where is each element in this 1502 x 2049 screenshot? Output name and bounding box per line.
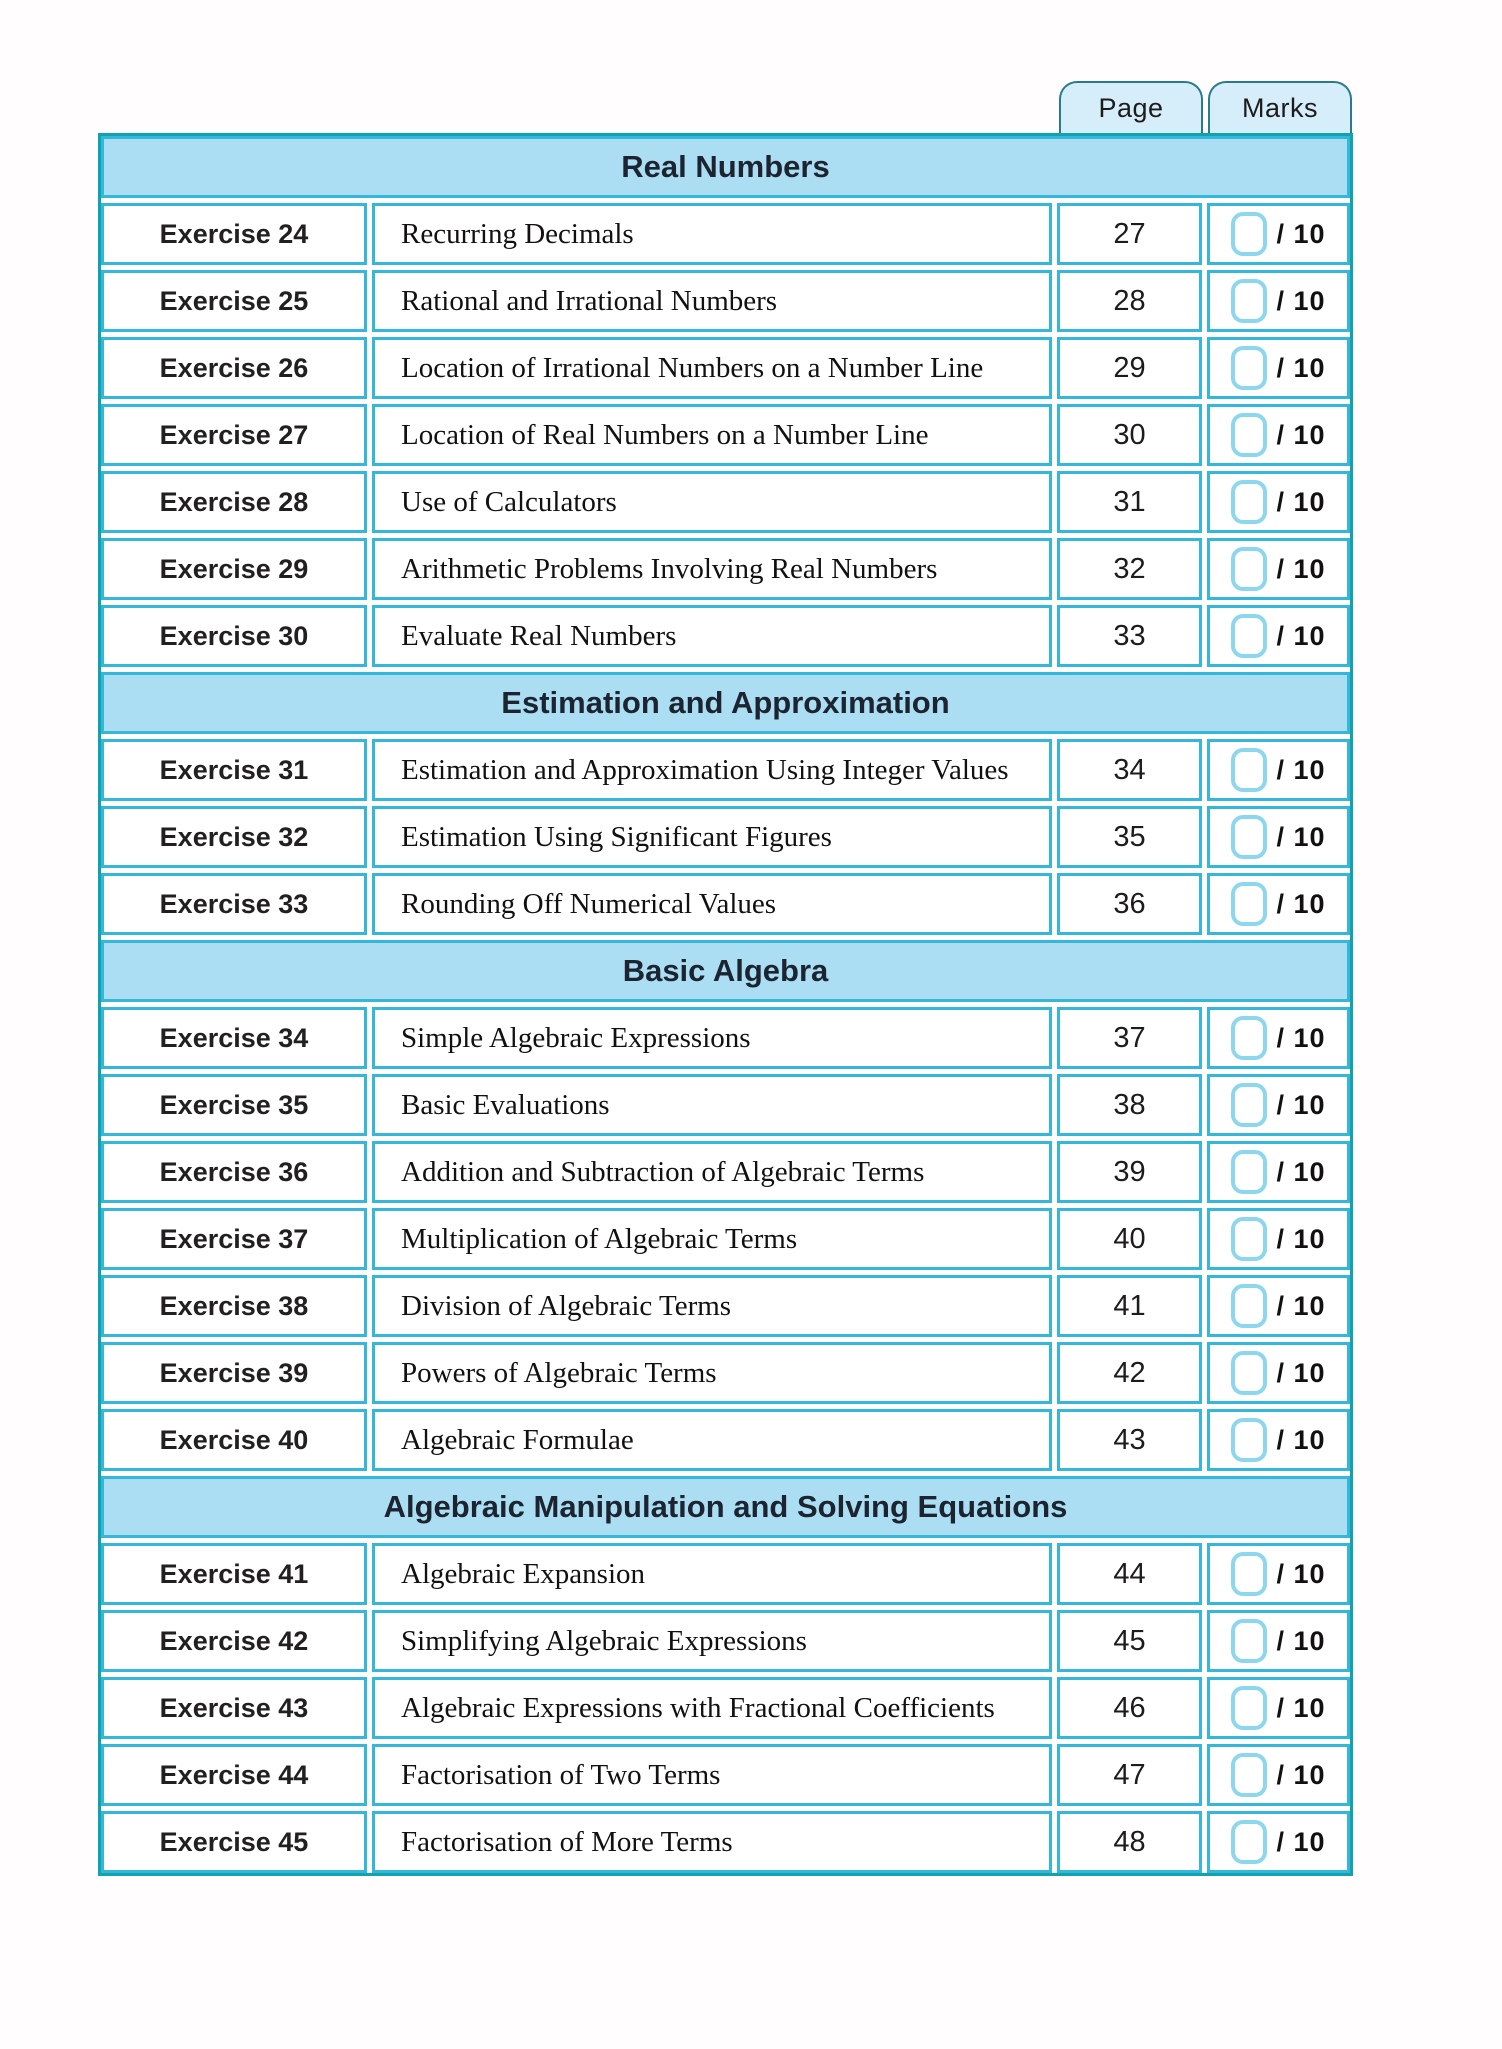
marks-denominator: / 10 <box>1276 1424 1326 1455</box>
exercise-label: Exercise 26 <box>101 337 367 399</box>
topic-label: Algebraic Expansion <box>372 1543 1052 1605</box>
marks-denominator: / 10 <box>1276 285 1326 316</box>
topic-label: Factorisation of More Terms <box>372 1811 1052 1873</box>
marks-cell <box>1207 1275 1350 1337</box>
marks-cell <box>1207 1811 1350 1873</box>
marks-checkbox[interactable] <box>1231 547 1267 591</box>
topic-label: Factorisation of Two Terms <box>372 1744 1052 1806</box>
marks-checkbox[interactable] <box>1231 882 1267 926</box>
marks-checkbox[interactable] <box>1231 1083 1267 1127</box>
page-number: 43 <box>1057 1409 1202 1471</box>
marks-checkbox[interactable] <box>1231 815 1267 859</box>
section-header: Estimation and Approximation <box>101 672 1350 734</box>
marks-denominator: / 10 <box>1276 1625 1326 1656</box>
section-header: Real Numbers <box>101 136 1350 198</box>
marks-checkbox[interactable] <box>1231 1619 1267 1663</box>
page-number: 45 <box>1057 1610 1202 1672</box>
marks-cell <box>1207 538 1350 600</box>
marks-tab-label: Marks <box>1242 93 1318 123</box>
exercise-label: Exercise 27 <box>101 404 367 466</box>
marks-checkbox[interactable] <box>1231 1351 1267 1395</box>
marks-cell <box>1207 1141 1350 1203</box>
contents-table <box>98 133 1353 1876</box>
marks-denominator: / 10 <box>1276 1156 1326 1187</box>
exercise-label: Exercise 31 <box>101 739 367 801</box>
page-number: 44 <box>1057 1543 1202 1605</box>
marks-denominator: / 10 <box>1276 1558 1326 1589</box>
topic-label: Rounding Off Numerical Values <box>372 873 1052 935</box>
page-number: 37 <box>1057 1007 1202 1069</box>
marks-cell <box>1207 1744 1350 1806</box>
marks-cell <box>1207 337 1350 399</box>
marks-denominator: / 10 <box>1276 419 1326 450</box>
marks-cell <box>1207 270 1350 332</box>
marks-cell <box>1207 1409 1350 1471</box>
marks-denominator: / 10 <box>1276 620 1326 651</box>
marks-denominator: / 10 <box>1276 218 1326 249</box>
page-number: 32 <box>1057 538 1202 600</box>
marks-denominator: / 10 <box>1276 1759 1326 1790</box>
exercise-label: Exercise 30 <box>101 605 367 667</box>
topic-label: Addition and Subtraction of Algebraic Terms <box>372 1141 1052 1203</box>
topic-label: Division of Algebraic Terms <box>372 1275 1052 1337</box>
marks-denominator: / 10 <box>1276 1826 1326 1857</box>
page-number: 35 <box>1057 806 1202 868</box>
marks-cell <box>1207 203 1350 265</box>
page-number: 31 <box>1057 471 1202 533</box>
topic-label: Use of Calculators <box>372 471 1052 533</box>
topic-label: Estimation and Approximation Using Integer Values <box>372 739 1052 801</box>
marks-denominator: / 10 <box>1276 1089 1326 1120</box>
marks-denominator: / 10 <box>1276 888 1326 919</box>
exercise-label: Exercise 40 <box>101 1409 367 1471</box>
marks-denominator: / 10 <box>1276 1357 1326 1388</box>
section-header: Algebraic Manipulation and Solving Equations <box>101 1476 1350 1538</box>
topic-label: Rational and Irrational Numbers <box>372 270 1052 332</box>
marks-cell <box>1207 1610 1350 1672</box>
marks-checkbox[interactable] <box>1231 480 1267 524</box>
exercise-label: Exercise 44 <box>101 1744 367 1806</box>
marks-cell <box>1207 605 1350 667</box>
exercise-label: Exercise 32 <box>101 806 367 868</box>
page-number: 47 <box>1057 1744 1202 1806</box>
marks-cell <box>1207 471 1350 533</box>
page-number: 38 <box>1057 1074 1202 1136</box>
exercise-label: Exercise 34 <box>101 1007 367 1069</box>
topic-label: Evaluate Real Numbers <box>372 605 1052 667</box>
marks-cell <box>1207 1007 1350 1069</box>
marks-checkbox[interactable] <box>1231 279 1267 323</box>
marks-denominator: / 10 <box>1276 821 1326 852</box>
page-number: 46 <box>1057 1677 1202 1739</box>
page-tab-label: Page <box>1098 93 1164 123</box>
page-number: 27 <box>1057 203 1202 265</box>
exercise-label: Exercise 42 <box>101 1610 367 1672</box>
marks-denominator: / 10 <box>1276 754 1326 785</box>
topic-label: Algebraic Expressions with Fractional Coefficients <box>372 1677 1052 1739</box>
topic-label: Basic Evaluations <box>372 1074 1052 1136</box>
exercise-label: Exercise 33 <box>101 873 367 935</box>
marks-denominator: / 10 <box>1276 1692 1326 1723</box>
exercise-label: Exercise 38 <box>101 1275 367 1337</box>
marks-column-tab <box>1208 81 1352 134</box>
marks-checkbox[interactable] <box>1231 1284 1267 1328</box>
page-number: 34 <box>1057 739 1202 801</box>
exercise-label: Exercise 35 <box>101 1074 367 1136</box>
topic-label: Simple Algebraic Expressions <box>372 1007 1052 1069</box>
marks-denominator: / 10 <box>1276 486 1326 517</box>
topic-label: Location of Irrational Numbers on a Number Line <box>372 337 1052 399</box>
marks-checkbox[interactable] <box>1231 212 1267 256</box>
marks-denominator: / 10 <box>1276 1022 1326 1053</box>
exercise-label: Exercise 25 <box>101 270 367 332</box>
marks-denominator: / 10 <box>1276 1223 1326 1254</box>
marks-checkbox[interactable] <box>1231 1217 1267 1261</box>
marks-checkbox[interactable] <box>1231 748 1267 792</box>
exercise-label: Exercise 28 <box>101 471 367 533</box>
marks-checkbox[interactable] <box>1231 346 1267 390</box>
topic-label: Estimation Using Significant Figures <box>372 806 1052 868</box>
exercise-label: Exercise 43 <box>101 1677 367 1739</box>
marks-denominator: / 10 <box>1276 352 1326 383</box>
marks-denominator: / 10 <box>1276 553 1326 584</box>
exercise-label: Exercise 45 <box>101 1811 367 1873</box>
page-number: 36 <box>1057 873 1202 935</box>
page-number: 30 <box>1057 404 1202 466</box>
marks-cell <box>1207 404 1350 466</box>
page-number: 33 <box>1057 605 1202 667</box>
topic-label: Algebraic Formulae <box>372 1409 1052 1471</box>
marks-cell <box>1207 1208 1350 1270</box>
page-number: 28 <box>1057 270 1202 332</box>
exercise-label: Exercise 41 <box>101 1543 367 1605</box>
marks-cell <box>1207 1342 1350 1404</box>
topic-label: Arithmetic Problems Involving Real Numbers <box>372 538 1052 600</box>
page-column-tab <box>1059 81 1203 134</box>
marks-cell <box>1207 739 1350 801</box>
page-number: 42 <box>1057 1342 1202 1404</box>
section-header: Basic Algebra <box>101 940 1350 1002</box>
marks-cell <box>1207 1074 1350 1136</box>
marks-cell <box>1207 1543 1350 1605</box>
marks-denominator: / 10 <box>1276 1290 1326 1321</box>
marks-checkbox[interactable] <box>1231 1820 1267 1864</box>
topic-label: Recurring Decimals <box>372 203 1052 265</box>
marks-cell <box>1207 873 1350 935</box>
exercise-label: Exercise 37 <box>101 1208 367 1270</box>
topic-label: Multiplication of Algebraic Terms <box>372 1208 1052 1270</box>
page-number: 39 <box>1057 1141 1202 1203</box>
exercise-label: Exercise 39 <box>101 1342 367 1404</box>
marks-checkbox[interactable] <box>1231 1418 1267 1462</box>
marks-checkbox[interactable] <box>1231 1016 1267 1060</box>
page-number: 40 <box>1057 1208 1202 1270</box>
marks-checkbox[interactable] <box>1231 1753 1267 1797</box>
marks-checkbox[interactable] <box>1231 614 1267 658</box>
marks-cell <box>1207 806 1350 868</box>
page-number: 48 <box>1057 1811 1202 1873</box>
marks-checkbox[interactable] <box>1231 1150 1267 1194</box>
topic-label: Simplifying Algebraic Expressions <box>372 1610 1052 1672</box>
topic-label: Location of Real Numbers on a Number Line <box>372 404 1052 466</box>
marks-checkbox[interactable] <box>1231 413 1267 457</box>
marks-cell <box>1207 1677 1350 1739</box>
page-number: 41 <box>1057 1275 1202 1337</box>
exercise-label: Exercise 36 <box>101 1141 367 1203</box>
page-number: 29 <box>1057 337 1202 399</box>
exercise-label: Exercise 29 <box>101 538 367 600</box>
topic-label: Powers of Algebraic Terms <box>372 1342 1052 1404</box>
marks-checkbox[interactable] <box>1231 1552 1267 1596</box>
marks-checkbox[interactable] <box>1231 1686 1267 1730</box>
exercise-label: Exercise 24 <box>101 203 367 265</box>
